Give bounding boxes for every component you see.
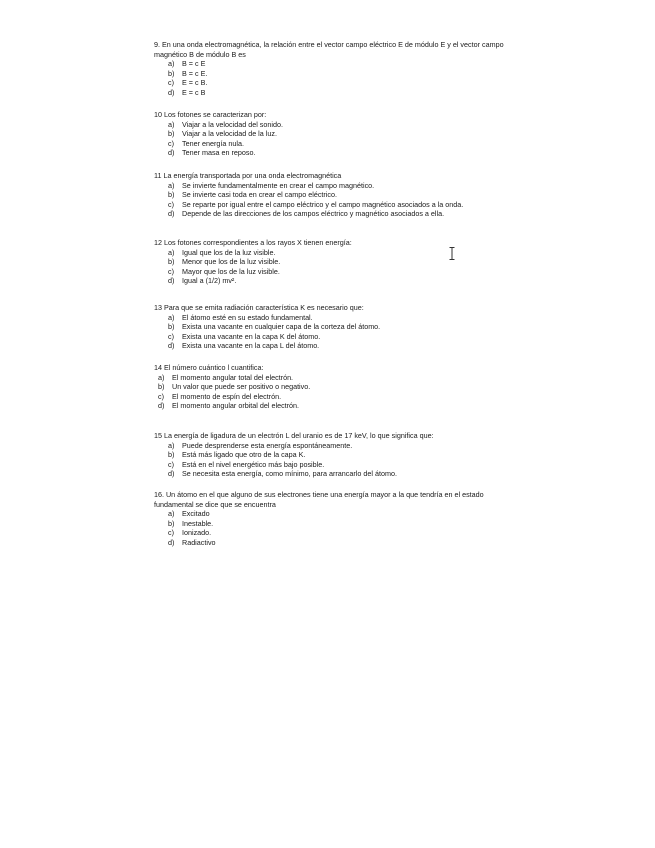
option-c [168, 460, 514, 470]
option-label: d) [168, 276, 175, 285]
option-text: Excitado [182, 509, 210, 518]
option-label: b) [158, 382, 165, 391]
option-d [158, 401, 514, 411]
option-text: Igual que los de la luz visible. [182, 247, 276, 257]
option-label: b) [168, 190, 175, 199]
option-label: a) [168, 247, 175, 257]
option-a [168, 313, 514, 323]
option-d [168, 469, 514, 479]
option-d [168, 538, 514, 548]
option-label: c) [168, 266, 174, 276]
option-text: Exista una vacante en la capa L del átomo. [182, 341, 320, 350]
option-label: b) [168, 257, 175, 266]
option-text: Depende de las direcciones de los campos eléctrico y magnético asociados a ella. [182, 209, 445, 218]
option-b [168, 190, 514, 200]
option-text: El momento de espín del electrón. [172, 391, 282, 401]
question-stem: 9. En una onda electromagnética, la relación entre el vector campo eléctrico E de módulo E y el vector campo magnético B de módulo B es [154, 40, 504, 59]
option-label: c) [168, 78, 174, 87]
option-a [168, 441, 514, 451]
option-text: E = c B [182, 87, 206, 97]
option-label: b) [168, 322, 175, 331]
option-list [154, 181, 514, 219]
option-a [168, 120, 514, 130]
option-a [168, 181, 514, 191]
question-12 [154, 238, 514, 286]
option-d [168, 341, 514, 351]
option-text: Se invierte casi toda en crear el campo eléctrico. [182, 190, 338, 199]
question-stem: 13 Para que se emita radiación característica K es necesario que: [154, 303, 364, 312]
question-stem: 10 Los fotones se caracterizan por: [154, 110, 267, 119]
option-text: Se necesita esta energía, como mínimo, para arrancarlo del átomo. [182, 469, 397, 478]
option-text: El átomo esté en su estado fundamental. [182, 312, 313, 322]
option-label: c) [168, 138, 174, 148]
question-15 [154, 431, 514, 479]
option-label: a) [168, 312, 175, 322]
option-b [168, 257, 514, 267]
question-stem: 11 La energía transportada por una onda electromagnética [154, 171, 342, 180]
question-9 [154, 40, 514, 97]
option-label: b) [168, 450, 175, 459]
option-c [168, 528, 514, 538]
option-c [168, 78, 514, 88]
option-a [158, 373, 514, 383]
option-label: d) [168, 341, 175, 350]
option-text: Tener energía nula. [182, 138, 244, 148]
option-c [168, 200, 514, 210]
question-stem: 14 El número cuántico l cuantifica: [154, 363, 264, 372]
option-text: Se invierte fundamentalmente en crear el campo magnético. [182, 180, 375, 190]
option-label: a) [168, 440, 175, 450]
option-b [168, 450, 514, 460]
option-c [168, 267, 514, 277]
option-list [154, 509, 514, 547]
option-a [168, 509, 514, 519]
option-list [154, 373, 514, 411]
option-text: Está más ligado que otro de la capa K. [182, 450, 306, 459]
question-13 [154, 303, 514, 351]
option-text: Menor que los de la luz visible. [182, 257, 281, 266]
question-11 [154, 171, 514, 219]
option-label: c) [158, 391, 164, 401]
option-text: Mayor que los de la luz visible. [182, 266, 280, 276]
option-a [168, 59, 514, 69]
option-label: a) [158, 372, 165, 382]
question-stem: 12 Los fotones correspondientes a los rayos X tienen energía: [154, 238, 352, 247]
option-text: E = c B. [182, 78, 208, 87]
option-label: c) [168, 528, 174, 537]
option-text: Inestable. [182, 518, 214, 528]
question-stem: 15 La energía de ligadura de un electrón L del uranio es de 17 keV, lo que significa que: [154, 431, 434, 440]
option-text: Viajar a la velocidad de la luz. [182, 129, 277, 138]
option-b [168, 519, 514, 529]
option-text: Igual a (1/2) mv². [182, 276, 237, 285]
option-label: c) [168, 331, 174, 341]
question-10 [154, 110, 514, 158]
option-b [168, 129, 514, 139]
option-text: Ionizado. [182, 528, 212, 537]
option-list [154, 313, 514, 351]
option-a [168, 248, 514, 258]
option-text: El momento angular orbital del electrón. [172, 401, 300, 410]
option-text: Exista una vacante en cualquier capa de la corteza del átomo. [182, 322, 381, 331]
option-text: Exista una vacante en la capa K del átomo. [182, 331, 321, 341]
option-label: d) [168, 87, 175, 97]
option-b [158, 382, 514, 392]
option-label: a) [168, 509, 175, 518]
option-text: B = c E [182, 59, 206, 68]
option-c [168, 332, 514, 342]
option-d [168, 88, 514, 98]
option-b [168, 69, 514, 79]
option-label: a) [168, 59, 175, 68]
option-d [168, 148, 514, 158]
option-list [154, 248, 514, 286]
option-text: Se reparte por igual entre el campo eléctrico y el campo magnético asociados a la onda. [182, 199, 464, 209]
option-list [154, 59, 514, 97]
option-label: a) [168, 119, 175, 129]
option-list [154, 120, 514, 158]
option-b [168, 322, 514, 332]
option-label: d) [168, 209, 175, 218]
option-text: Puede desprenderse esta energía espontáneamente. [182, 440, 353, 450]
option-c [168, 139, 514, 149]
option-label: d) [168, 148, 175, 157]
text-cursor-icon [449, 247, 455, 260]
option-label: d) [158, 401, 165, 410]
option-list [154, 441, 514, 479]
question-16 [154, 490, 514, 547]
option-c [158, 392, 514, 402]
option-label: b) [168, 518, 175, 528]
option-d [168, 209, 514, 219]
option-label: b) [168, 129, 175, 138]
option-label: b) [168, 68, 175, 78]
question-14 [154, 363, 514, 411]
option-text: Un valor que puede ser positivo o negativo. [172, 382, 311, 391]
option-label: c) [168, 199, 174, 209]
option-label: c) [168, 459, 174, 469]
option-text: Viajar a la velocidad del sonido. [182, 119, 283, 129]
option-label: a) [168, 180, 175, 190]
option-label: d) [168, 469, 175, 478]
option-text: B = c E. [182, 68, 208, 78]
option-text: Tener masa en reposo. [182, 148, 256, 157]
option-text: Radiactivo [182, 537, 216, 547]
option-text: Está en el nivel energético más bajo posible. [182, 459, 325, 469]
option-text: El momento angular total del electrón. [172, 372, 294, 382]
question-stem: 16. Un átomo en el que alguno de sus electrones tiene una energía mayor a la que tendría en el estado fundamental se dice que se encuentra [154, 490, 484, 509]
option-d [168, 276, 514, 286]
option-label: d) [168, 537, 175, 547]
